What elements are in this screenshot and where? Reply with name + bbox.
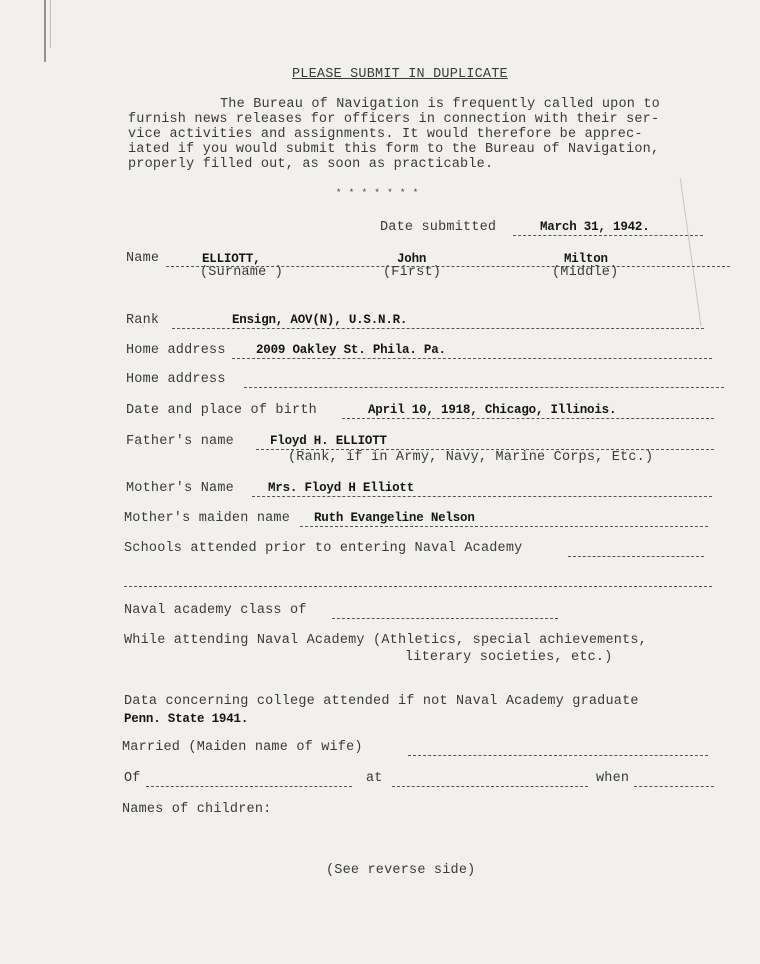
surname-caption: (Surname ) — [200, 265, 284, 280]
mother-maiden-value: Ruth Evangeline Nelson — [314, 511, 475, 525]
class-line — [332, 618, 558, 619]
father-caption: (Rank, if in Army, Navy, Marine Corps, Etc.) — [288, 450, 654, 465]
class-label: Naval academy class of — [124, 603, 307, 618]
date-submitted-value: March 31, 1942. — [540, 220, 650, 234]
form-title: PLEASE SUBMIT IN DUPLICATE — [292, 67, 508, 82]
schools-line-1 — [568, 556, 704, 557]
mother-label: Mother's Name — [126, 481, 234, 496]
intro-line-5: properly filled out, as soon as practicable. — [128, 157, 494, 172]
rank-label: Rank — [126, 313, 160, 328]
first-name-value: John — [397, 252, 427, 266]
mother-line — [252, 496, 712, 497]
home-address-value: 2009 Oakley St. Phila. Pa. — [256, 343, 446, 357]
married-line — [408, 755, 708, 756]
surname-value: ELLIOTT, — [202, 252, 261, 266]
see-reverse-note: (See reverse side) — [326, 863, 476, 878]
birth-label: Date and place of birth — [126, 403, 317, 418]
pencil-mark — [680, 174, 732, 327]
mother-maiden-label: Mother's maiden name — [124, 511, 291, 526]
at-label: at — [366, 771, 383, 786]
binder-mark-secondary — [50, 0, 51, 48]
rank-value: Ensign, AOV(N), U.S.N.R. — [232, 313, 408, 327]
middle-name-value: Milton — [564, 252, 608, 266]
intro-line-1: The Bureau of Navigation is frequently called upon to — [220, 97, 660, 112]
home-address-label: Home address — [126, 343, 226, 358]
first-caption: (First) — [383, 265, 442, 280]
home-address-2-label: Home address — [126, 372, 226, 387]
binder-mark — [44, 0, 46, 62]
separator-stars: * * * * * * * — [336, 188, 420, 198]
college-value: Penn. State 1941. — [124, 712, 249, 726]
intro-line-3: vice activities and assignments. It would therefore be apprec- — [128, 127, 643, 142]
father-value: Floyd H. ELLIOTT — [270, 434, 387, 448]
home-address-line — [232, 358, 712, 359]
birth-line — [342, 418, 714, 419]
intro-line-2: furnish news releases for officers in connection with their ser- — [128, 112, 660, 127]
date-submitted-line — [513, 235, 703, 236]
of-line — [146, 786, 352, 787]
father-label: Father's name — [126, 434, 234, 449]
middle-caption: (Middle) — [552, 265, 619, 280]
at-line — [392, 786, 588, 787]
when-label: when — [596, 771, 630, 786]
birth-value: April 10, 1918, Chicago, Illinois. — [368, 403, 617, 417]
schools-label: Schools attended prior to entering Naval Academy — [124, 541, 523, 556]
married-label: Married (Maiden name of wife) — [122, 740, 363, 755]
mother-value: Mrs. Floyd H Elliott — [268, 481, 415, 495]
while-attending-line-2: literary societies, etc.) — [405, 650, 613, 665]
when-line — [634, 786, 714, 787]
of-label: Of — [124, 771, 141, 786]
mother-maiden-line — [300, 526, 708, 527]
children-label: Names of children: — [122, 802, 272, 817]
date-submitted-label: Date submitted — [380, 220, 497, 235]
name-label: Name — [126, 251, 160, 266]
home-address-2-line — [244, 387, 724, 388]
intro-line-4: iated if you would submit this form to the Bureau of Navigation, — [128, 142, 660, 157]
schools-line-2 — [124, 586, 712, 587]
college-label: Data concerning college attended if not Naval Academy graduate — [124, 694, 639, 709]
while-attending-line-1: While attending Naval Academy (Athletics, special achievements, — [124, 633, 647, 648]
rank-line — [172, 328, 704, 329]
